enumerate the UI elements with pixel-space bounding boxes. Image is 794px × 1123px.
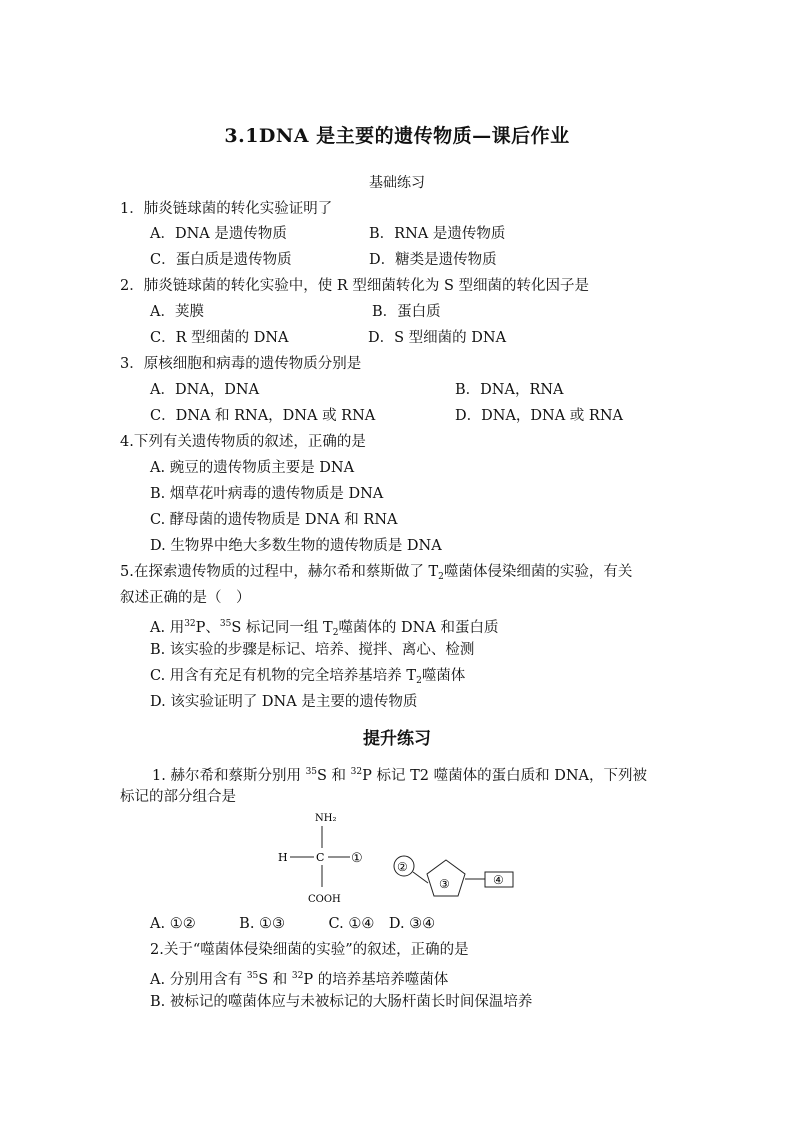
figure-nh2-label: NH₂ [315, 813, 337, 824]
page-title: 3.1DNA 是主要的遗传物质—课后作业 [224, 125, 570, 147]
q2-option-b: B．蛋白质 [372, 304, 441, 320]
figure-cooh-label: COOH [308, 894, 341, 905]
nucleotide-amino-acid-figure [270, 808, 530, 908]
q4-option-c: C. 酵母菌的遗传物质是 DNA 和 RNA [150, 512, 398, 528]
figure-marker-2: ② [397, 860, 408, 874]
q1-option-c: C．蛋白质是遗传物质 [150, 252, 292, 268]
q4-option-d: D. 生物界中绝大多数生物的遗传物质是 DNA [150, 538, 442, 554]
figure-marker-1: ① [351, 851, 363, 866]
adv-q1-stem-line2: 标记的部分组合是 [120, 789, 236, 805]
q2-option-d: D．S 型细菌的 DNA [368, 330, 507, 346]
adv-q2-option-a: A. 分别用含有 $^{35}$S 和 $^{32}$P 的培养基培养噬菌体 [150, 971, 449, 988]
q5-option-c: C. 用含有充足有机物的完全培养基培养 $T_2$噬菌体 [150, 668, 466, 686]
q2-option-c: C．R 型细菌的 DNA [150, 330, 289, 346]
figure-marker-4: ④ [493, 873, 504, 887]
q2-stem: 2．肺炎链球菌的转化实验中，使 R 型细菌转化为 S 型细菌的转化因子是 [120, 278, 590, 294]
q1-option-b: B．RNA 是遗传物质 [369, 226, 506, 242]
adv-q2-stem: 2.关于“噬菌体侵染细菌的实验”的叙述，正确的是 [150, 942, 469, 958]
q3-option-a: A．DNA，DNA [150, 382, 260, 398]
q1-option-a: A．DNA 是遗传物质 [150, 226, 287, 242]
q4-option-a: A. 豌豆的遗传物质主要是 DNA [150, 460, 355, 476]
q5-option-b: B. 该实验的步骤是标记、培养、搅拌、离心、检测 [150, 642, 475, 658]
q3-option-b: B．DNA，RNA [455, 382, 564, 398]
figure-h-label: H [278, 851, 288, 864]
section-basic-heading: 基础练习 [369, 175, 425, 191]
adv-q1-stem-line1: 1. 赫尔希和蔡斯分别用 $^{35}$S 和 $^{32}$P 标记 T2 噬菌体的蛋白质和 DNA，下列被 [152, 767, 647, 784]
figure-bond-phosphate-sugar [413, 872, 428, 883]
q3-option-d: D．DNA，DNA 或 RNA [455, 408, 623, 424]
adv-q2-option-b: B. 被标记的噬菌体应与未被标记的大肠杆菌长时间保温培养 [150, 994, 533, 1010]
q5-option-a: A. 用$^{32}$P、$^{35}$S 标记同一组 $T_2$噬菌体的 DNA 和蛋白质 [150, 619, 499, 638]
q1-option-d: D．糖类是遗传物质 [369, 252, 497, 268]
q5-option-d: D. 该实验证明了 DNA 是主要的遗传物质 [150, 694, 418, 710]
q1-stem: 1．肺炎链球菌的转化实验证明了 [120, 201, 333, 217]
figure-c-label: C [316, 851, 325, 864]
q2-option-a: A．荚膜 [150, 304, 204, 320]
adv-q1-options: A. ①② B. ①③ C. ①④ D. ③④ [150, 916, 436, 932]
section-advanced-heading: 提升练习 [363, 729, 431, 749]
q4-option-b: B. 烟草花叶病毒的遗传物质是 DNA [150, 486, 384, 502]
figure-marker-3: ③ [439, 877, 450, 891]
q3-option-c: C．DNA 和 RNA，DNA 或 RNA [150, 408, 376, 424]
q3-stem: 3．原核细胞和病毒的遗传物质分别是 [120, 356, 362, 372]
q4-stem: 4.下列有关遗传物质的叙述，正确的是 [120, 434, 366, 450]
q5-stem-line1: 5.在探索遗传物质的过程中，赫尔希和蔡斯做了 $T_2$噬菌体侵染细菌的实验，有关 [120, 564, 633, 582]
q5-stem-line2: 叙述正确的是（ ） [120, 590, 251, 606]
